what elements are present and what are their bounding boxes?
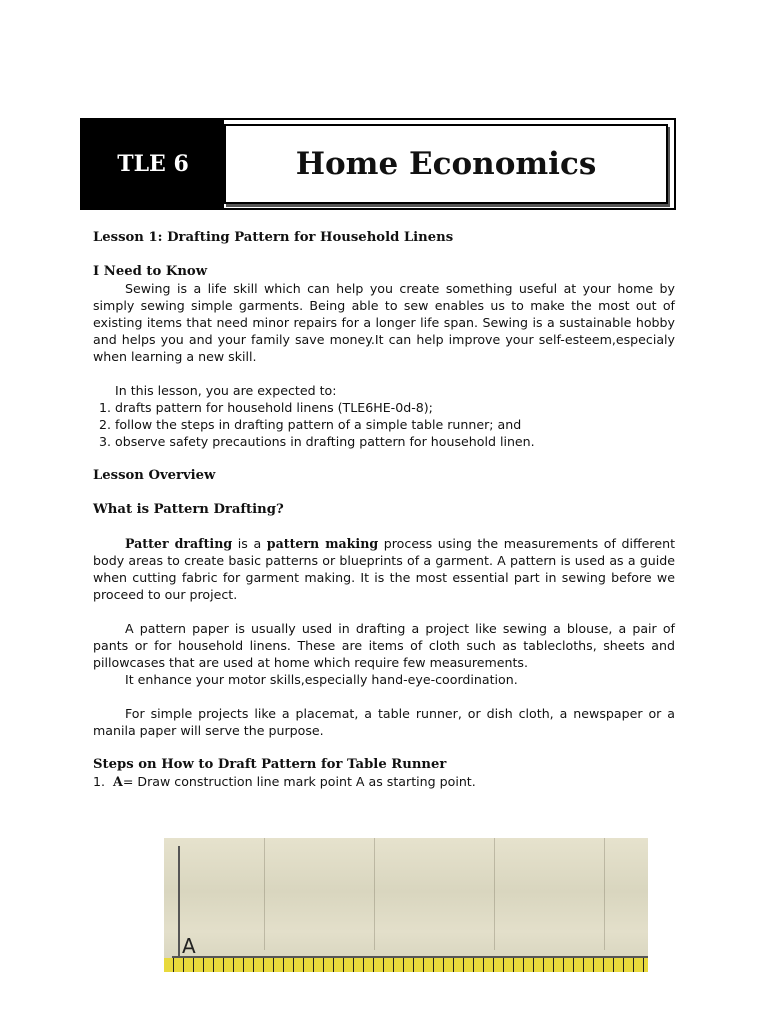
lesson-title: Lesson 1: Drafting Pattern for Household Linens (93, 230, 454, 245)
list-item: 2. follow the steps in drafting pattern of a simple table runner; and (115, 416, 675, 433)
steps-heading: Steps on How to Draft Pattern for Table Runner (93, 757, 447, 772)
term-pattern-making: pattern making (266, 536, 379, 551)
motor-skills-paragraph: It enhance your motor skills,especially hand-eye-coordination. (125, 672, 518, 687)
simple-projects-paragraph: For simple projects like a placemat, a table runner, or dish cloth, a newspaper or a manila paper will serve the purpose. (93, 706, 675, 738)
grade-label: TLE 6 (82, 120, 224, 208)
step-key: A (113, 774, 123, 789)
measuring-tape (164, 958, 648, 972)
point-a-label: A (182, 934, 196, 958)
pattern-paper-paragraph: A pattern paper is usually used in drafting a project like sewing a blouse, a pair of pants or for household linens. These are items of cloth such as tablecloths, sheets and pillowcases that are used at home which require few measurements. (93, 621, 675, 670)
need-to-know-paragraph: Sewing is a life skill which can help you create something useful at your home by simply sewing simple garments. Being able to sew enables us to make the most out of existing items that need minor repairs for a longer life span. Sewing is a sustainable hobby and helps you and your family save money.It can help improve your self-esteem,especialy when learning a new skill. (93, 281, 675, 364)
objectives-list (93, 399, 675, 450)
term-patter-drafting: Patter drafting (125, 536, 233, 551)
lesson-content (93, 229, 675, 790)
table-runner-photo (164, 838, 648, 972)
overview-heading: Lesson Overview (93, 468, 216, 483)
need-to-know-heading: I Need to Know (93, 264, 208, 279)
step-text: = Draw construction line mark point A as starting point. (122, 774, 476, 789)
title-box (80, 118, 676, 210)
step-number: 1. (93, 774, 106, 789)
definition-rest: process using the measurements of different body areas to create basic patterns or blueprints of a garment. A pattern is used as a guide when cutting fabric for garment making. It is the most essential part in sewing before we proceed to our project. (93, 536, 676, 602)
objectives-intro: In this lesson, you are expected to: (115, 383, 337, 398)
list-item: 3. observe safety precautions in drafting pattern for household linen. (115, 433, 675, 450)
construction-line-vertical (178, 846, 180, 958)
definition-paragraph (93, 535, 675, 603)
question-heading: What is Pattern Drafting? (93, 502, 284, 517)
step-1 (93, 773, 675, 790)
subject-title: Home Economics (224, 124, 668, 204)
list-item: 1. drafts pattern for household linens (TLE6HE-0d-8); (115, 399, 675, 416)
definition-mid: is a (232, 536, 267, 551)
